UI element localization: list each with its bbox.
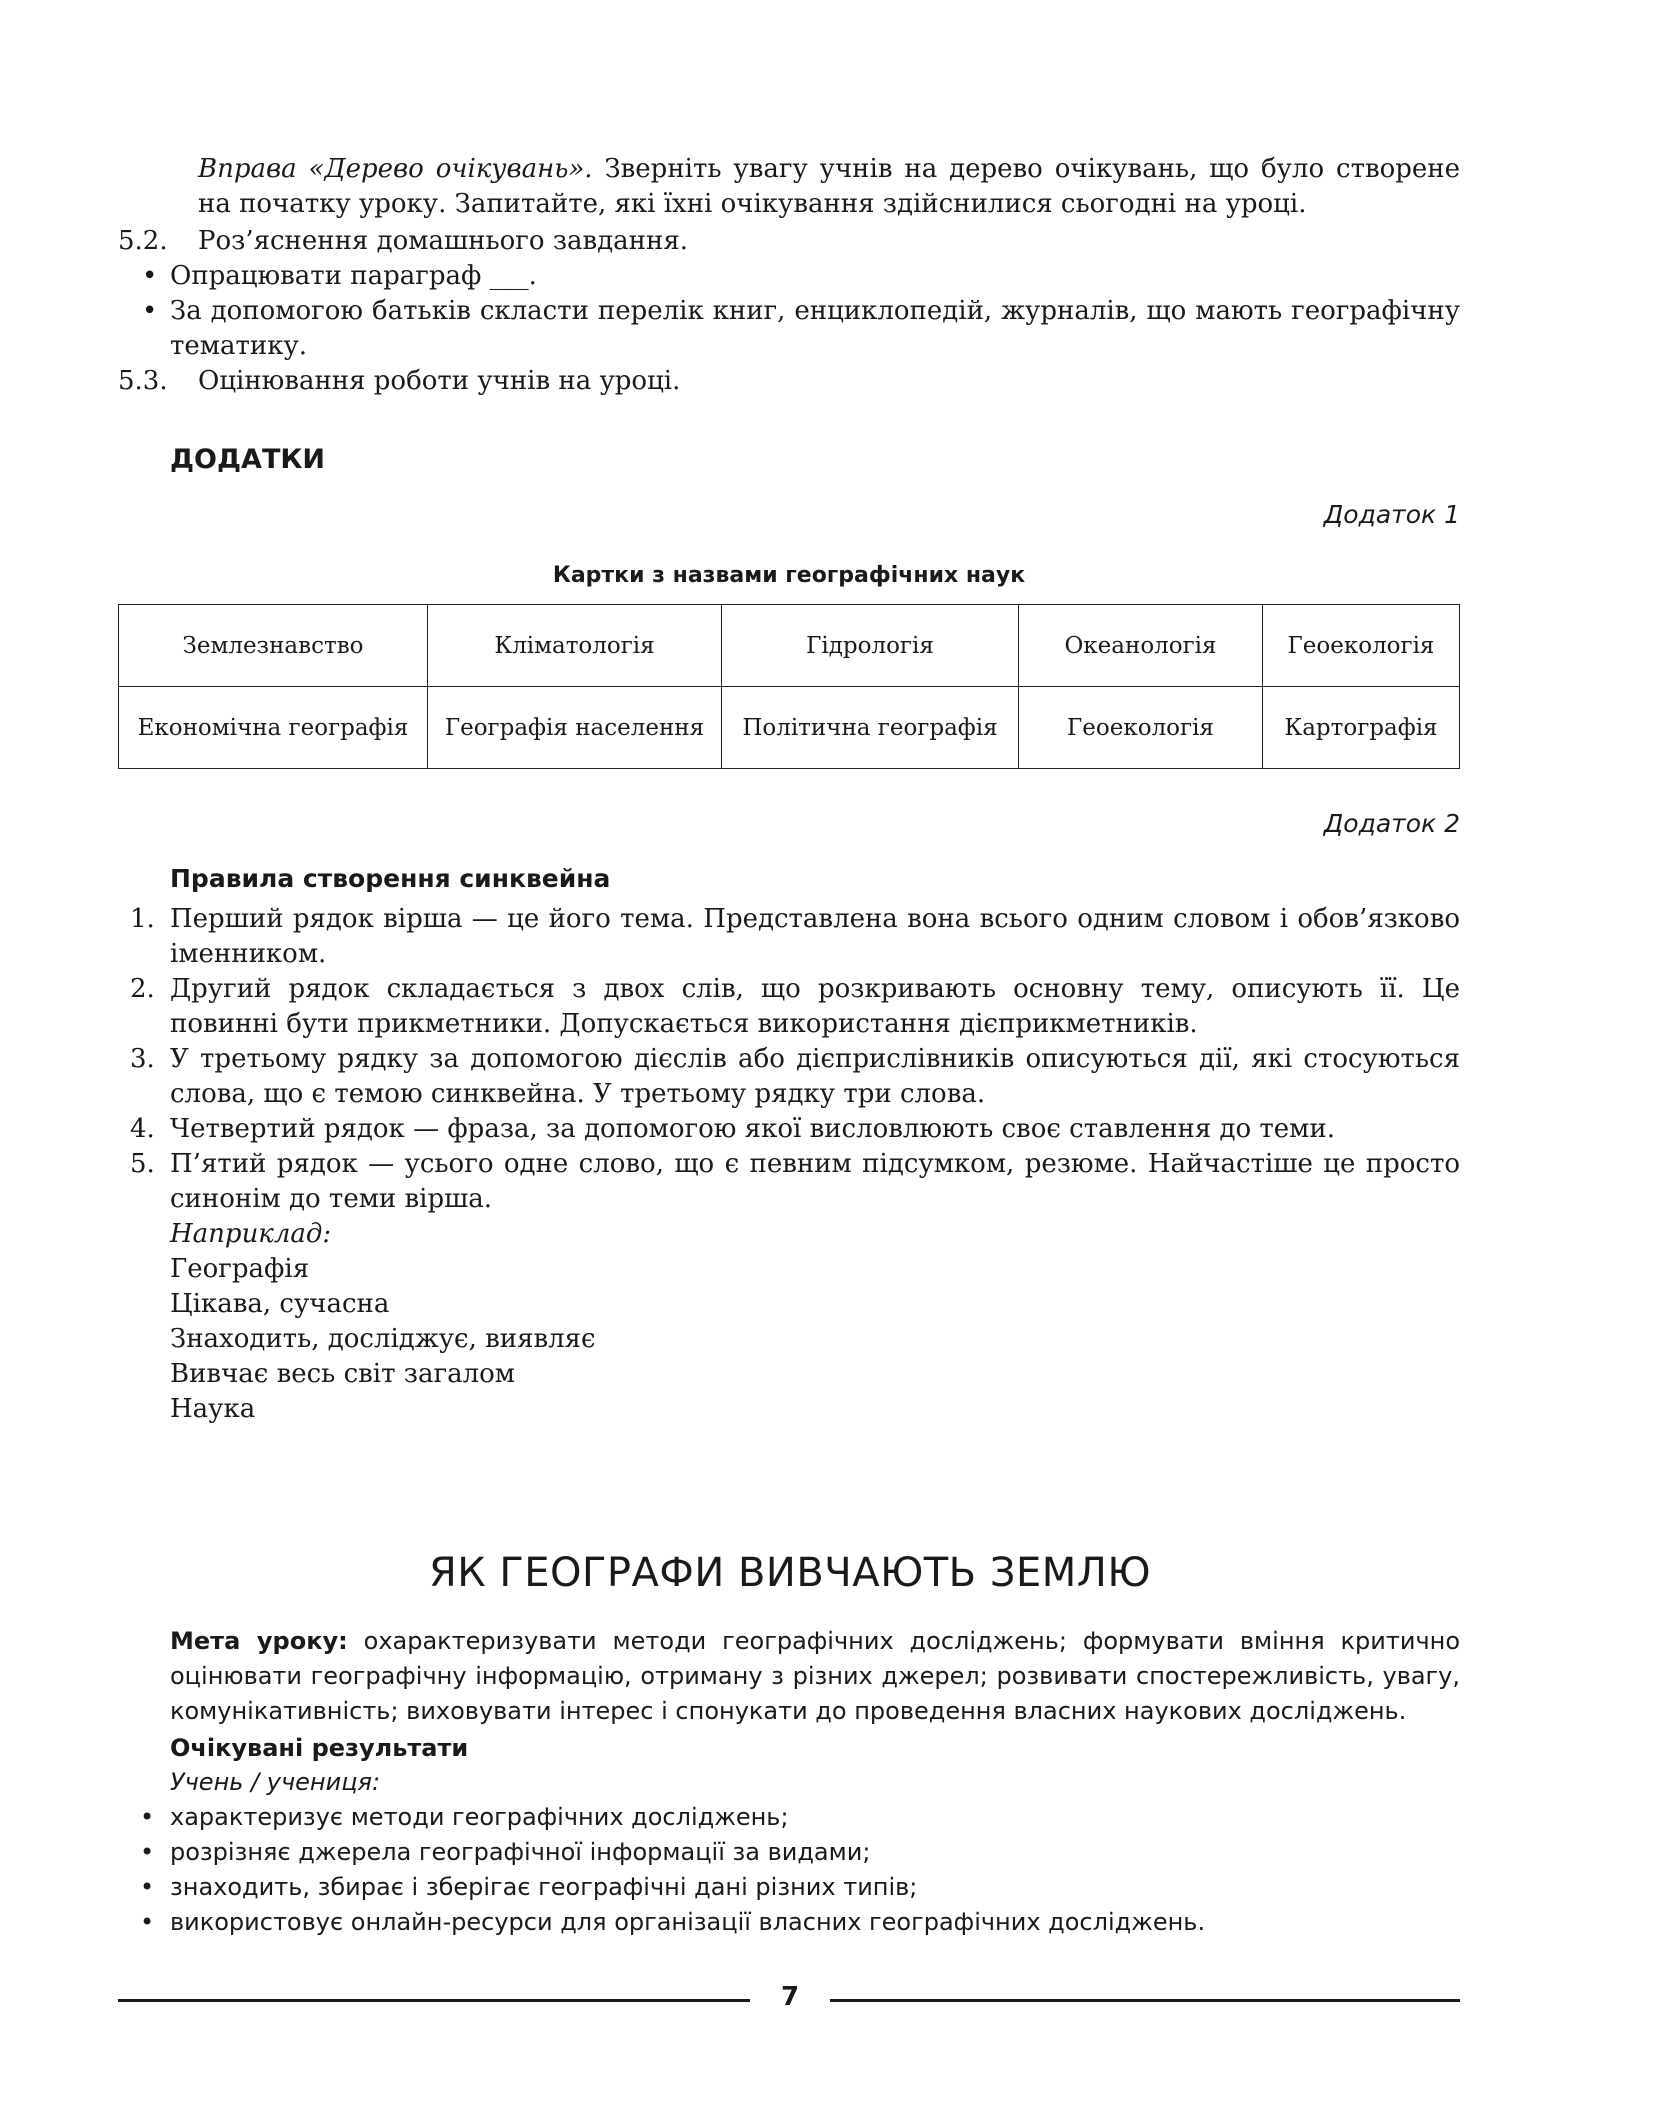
item-text: Оцінювання роботи учнів на уроці.	[198, 366, 681, 396]
bullet-icon: •	[140, 1838, 155, 1866]
appendix-1-label: Додаток 1	[1323, 500, 1460, 529]
bullet-text: За допомогою батьків скласти перелік книг, енциклопедій, журналів, що мають географічну тематику.	[170, 296, 1460, 361]
lesson-goal	[170, 1624, 1460, 1729]
rule-number: 3.	[130, 1044, 155, 1074]
bullet-item	[118, 259, 1460, 294]
table-cell: Кліматологія	[428, 605, 722, 687]
rule-item	[130, 1112, 1460, 1147]
result-text: знаходить, збирає і зберігає географічні дані різних типів;	[170, 1873, 918, 1901]
rule-number: 5.	[130, 1149, 155, 1179]
table-cell: Гідрологія	[722, 605, 1019, 687]
table-caption: Картки з назвами географічних наук	[552, 563, 1026, 588]
item-number: 5.2.	[118, 226, 168, 256]
example-line: Знаходить, досліджує, виявляє	[170, 1324, 596, 1354]
appendices-heading: ДОДАТКИ	[170, 444, 326, 475]
exercise-title: Вправа «Дерево очікувань».	[198, 154, 593, 184]
appendix-2-label: Додаток 2	[1323, 809, 1460, 838]
bullet-icon: •	[140, 1873, 155, 1901]
table-cell: Океанологія	[1019, 605, 1263, 687]
item-5-3	[118, 364, 1460, 399]
table-row	[119, 605, 1460, 687]
item-text: Роз’яснення домашнього завдання.	[198, 226, 688, 256]
rule-item	[130, 1042, 1460, 1112]
result-item	[140, 1835, 1460, 1870]
rule-text: Перший рядок вірша — це його тема. Представлена вона всього одним словом і обов’язково іменником.	[170, 904, 1460, 969]
rule-number: 2.	[130, 974, 155, 1004]
table-row	[119, 687, 1460, 769]
bullet-icon: •	[140, 1908, 155, 1936]
student-label: Учень / учениця:	[170, 1768, 381, 1796]
rule-item	[130, 972, 1460, 1042]
bullet-icon: •	[142, 261, 158, 291]
result-text: використовує онлайн-ресурси для організації власних географічних досліджень.	[170, 1908, 1206, 1936]
item-number: 5.3.	[118, 366, 168, 396]
rule-item	[130, 902, 1460, 972]
rule-number: 1.	[130, 904, 155, 934]
goal-label: Мета уроку:	[170, 1627, 348, 1655]
rule-text: Четвертий рядок — фраза, за допомогою якої висловлюють своє ставлення до теми.	[170, 1114, 1335, 1144]
exercise-text: Зверніть увагу учнів на дерево очікувань, що було створене на початку уроку. Запитайте, які їхні очікування здійснилися сьогодні на уроці.	[198, 154, 1460, 219]
bullet-icon: •	[142, 296, 158, 326]
table-cell: Політична географія	[722, 687, 1019, 769]
rule-item	[130, 1147, 1460, 1217]
example-line: Цікава, сучасна	[170, 1289, 390, 1319]
example-line: Географія	[170, 1254, 310, 1284]
footer-rule-right	[830, 1999, 1460, 2002]
page-number: 7	[780, 1982, 800, 2012]
bullet-text: Опрацювати параграф ___.	[170, 261, 537, 291]
table-cell: Географія населення	[428, 687, 722, 769]
example-line: Наука	[170, 1394, 256, 1424]
rules-title: Правила створення синквейна	[170, 864, 611, 893]
result-item	[140, 1870, 1460, 1905]
goal-text: охарактеризувати методи географічних досліджень; формувати вміння критично оцінювати географічну інформацію, отриману з різних джерел; розвивати спостережливість, увагу, комунікативність; виховувати інтерес і спонукати до проведення власних наукових досліджень.	[170, 1627, 1461, 1725]
table-cell: Картографія	[1263, 687, 1460, 769]
result-text: розрізняє джерела географічної інформації за видами;	[170, 1838, 871, 1866]
rule-text: У третьому рядку за допомогою дієслів або дієприслівників описуються дії, які стосуються слова, що є темою синквейна. У третьому рядку три слова.	[170, 1044, 1460, 1109]
bullet-icon: •	[140, 1803, 155, 1831]
lesson-title: ЯК ГЕОГРАФИ ВИВЧАЮТЬ ЗЕМЛЮ	[428, 1550, 1152, 1596]
item-5-2	[118, 224, 1460, 259]
example-line: Вивчає весь світ загалом	[170, 1359, 515, 1389]
table-cell: Землезнавство	[119, 605, 428, 687]
rule-text: П’ятий рядок — усього одне слово, що є певним підсумком, резюме. Найчастіше це просто синонім до теми вірша.	[170, 1149, 1460, 1214]
rule-number: 4.	[130, 1114, 155, 1144]
rule-text: Другий рядок складається з двох слів, що розкривають основну тему, описують її. Це повинні бути прикметники. Допускається використання дієприкметників.	[170, 974, 1460, 1039]
bullet-item	[118, 294, 1460, 364]
table-cell: Геоекологія	[1019, 687, 1263, 769]
exercise-paragraph	[198, 152, 1460, 222]
footer-rule-left	[118, 1999, 750, 2002]
science-cards-table	[118, 604, 1460, 769]
result-item	[140, 1800, 1460, 1835]
result-text: характеризує методи географічних досліджень;	[170, 1803, 789, 1831]
example-label: Наприклад:	[170, 1219, 332, 1249]
table-cell: Економічна географія	[119, 687, 428, 769]
result-item	[140, 1905, 1460, 1940]
table-cell: Геоекологія	[1263, 605, 1460, 687]
results-title: Очікувані результати	[170, 1734, 469, 1762]
